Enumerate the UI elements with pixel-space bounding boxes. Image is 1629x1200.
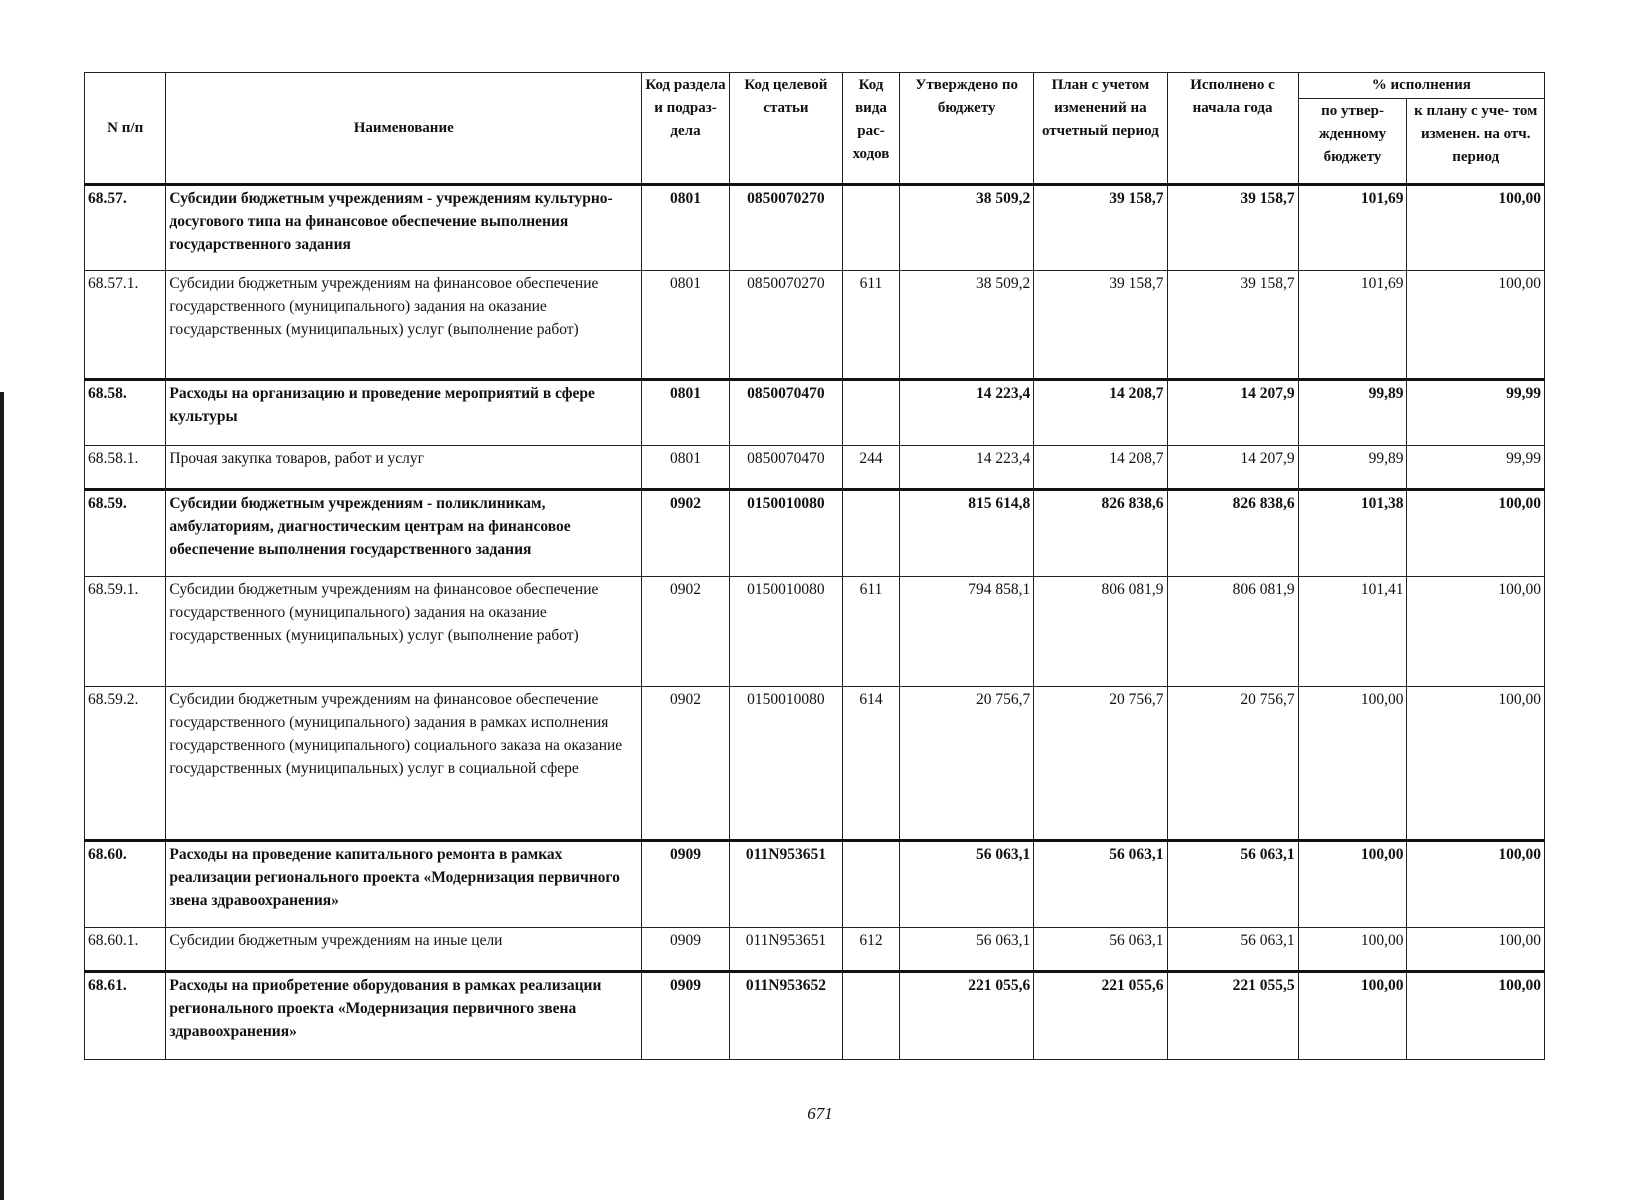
row-target-code: 0150010080 <box>729 577 842 687</box>
row-executed: 14 207,9 <box>1167 380 1298 446</box>
col-header-target-code: Код целевой статьи <box>729 73 842 185</box>
col-header-executed: Исполнено с начала года <box>1167 73 1298 185</box>
row-number: 68.61. <box>85 972 166 1060</box>
budget-table <box>84 72 1545 1060</box>
row-percent-plan: 100,00 <box>1407 185 1545 271</box>
row-name: Расходы на приобретение оборудования в рамках реализации регионального проекта «Модернизация первичного звена здравоохранения» <box>166 972 642 1060</box>
row-name: Субсидии бюджетным учреждениям на иные цели <box>166 928 642 972</box>
row-executed: 20 756,7 <box>1167 687 1298 841</box>
row-approved: 221 055,6 <box>900 972 1034 1060</box>
row-percent-plan: 100,00 <box>1407 490 1545 577</box>
row-number: 68.58. <box>85 380 166 446</box>
row-percent-plan: 100,00 <box>1407 928 1545 972</box>
row-expense-type <box>842 380 899 446</box>
row-section-code: 0801 <box>642 446 730 490</box>
table-row <box>85 972 1545 1060</box>
page-number: 671 <box>807 1104 833 1123</box>
row-section-code: 0909 <box>642 972 730 1060</box>
row-section-code: 0909 <box>642 928 730 972</box>
row-approved: 815 614,8 <box>900 490 1034 577</box>
row-percent-approved: 101,41 <box>1298 577 1407 687</box>
row-expense-type: 244 <box>842 446 899 490</box>
row-plan: 221 055,6 <box>1034 972 1167 1060</box>
row-expense-type <box>842 490 899 577</box>
row-percent-approved: 100,00 <box>1298 972 1407 1060</box>
row-plan: 39 158,7 <box>1034 185 1167 271</box>
table-row <box>85 380 1545 446</box>
row-executed: 39 158,7 <box>1167 185 1298 271</box>
col-header-percent-group: % исполнения <box>1298 73 1544 99</box>
row-plan: 56 063,1 <box>1034 841 1167 928</box>
row-percent-plan: 100,00 <box>1407 271 1545 380</box>
row-section-code: 0801 <box>642 271 730 380</box>
row-approved: 14 223,4 <box>900 446 1034 490</box>
row-name: Субсидии бюджетным учреждениям на финансовое обеспечение государственного (муниципального) задания на оказание государственных (муниципальных) услуг (выполнение работ) <box>166 271 642 380</box>
table-row <box>85 687 1545 841</box>
row-approved: 794 858,1 <box>900 577 1034 687</box>
row-executed: 221 055,5 <box>1167 972 1298 1060</box>
col-header-name: Наименование <box>166 73 642 185</box>
row-approved: 56 063,1 <box>900 841 1034 928</box>
row-percent-plan: 100,00 <box>1407 841 1545 928</box>
row-percent-plan: 99,99 <box>1407 380 1545 446</box>
row-percent-plan: 100,00 <box>1407 972 1545 1060</box>
row-section-code: 0801 <box>642 185 730 271</box>
row-section-code: 0902 <box>642 490 730 577</box>
row-executed: 14 207,9 <box>1167 446 1298 490</box>
row-approved: 38 509,2 <box>900 271 1034 380</box>
row-section-code: 0909 <box>642 841 730 928</box>
row-target-code: 011N953651 <box>729 928 842 972</box>
row-name: Расходы на организацию и проведение мероприятий в сфере культуры <box>166 380 642 446</box>
row-executed: 826 838,6 <box>1167 490 1298 577</box>
row-number: 68.59. <box>85 490 166 577</box>
table-header <box>85 73 1545 185</box>
row-number: 68.58.1. <box>85 446 166 490</box>
row-expense-type: 611 <box>842 271 899 380</box>
row-target-code: 0150010080 <box>729 490 842 577</box>
row-name: Субсидии бюджетным учреждениям на финансовое обеспечение государственного (муниципального) задания в рамках исполнения государственного (муниципального) социального заказа на оказание государственных (муниципальных) услуг в социальной сфере <box>166 687 642 841</box>
row-target-code: 011N953651 <box>729 841 842 928</box>
row-number: 68.59.1. <box>85 577 166 687</box>
table-row <box>85 446 1545 490</box>
row-plan: 39 158,7 <box>1034 271 1167 380</box>
row-percent-plan: 99,99 <box>1407 446 1545 490</box>
row-target-code: 011N953652 <box>729 972 842 1060</box>
row-plan: 14 208,7 <box>1034 446 1167 490</box>
row-plan: 826 838,6 <box>1034 490 1167 577</box>
row-approved: 14 223,4 <box>900 380 1034 446</box>
row-name: Субсидии бюджетным учреждениям - поликлиникам, амбулаториям, диагностическим центрам на финансовое обеспечение выполнения государственного задания <box>166 490 642 577</box>
row-target-code: 0150010080 <box>729 687 842 841</box>
row-percent-approved: 100,00 <box>1298 841 1407 928</box>
row-target-code: 0850070270 <box>729 185 842 271</box>
row-percent-approved: 99,89 <box>1298 446 1407 490</box>
row-executed: 39 158,7 <box>1167 271 1298 380</box>
row-approved: 56 063,1 <box>900 928 1034 972</box>
row-expense-type: 612 <box>842 928 899 972</box>
row-executed: 56 063,1 <box>1167 841 1298 928</box>
row-number: 68.57. <box>85 185 166 271</box>
row-expense-type: 614 <box>842 687 899 841</box>
row-percent-plan: 100,00 <box>1407 687 1545 841</box>
row-number: 68.60.1. <box>85 928 166 972</box>
row-target-code: 0850070270 <box>729 271 842 380</box>
row-name: Прочая закупка товаров, работ и услуг <box>166 446 642 490</box>
table-row <box>85 271 1545 380</box>
row-number: 68.60. <box>85 841 166 928</box>
scan-left-edge <box>0 392 4 1200</box>
table-row <box>85 928 1545 972</box>
row-name: Субсидии бюджетным учреждениям на финансовое обеспечение государственного (муниципального) задания на оказание государственных (муниципальных) услуг (выполнение работ) <box>166 577 642 687</box>
row-percent-approved: 100,00 <box>1298 928 1407 972</box>
row-expense-type: 611 <box>842 577 899 687</box>
col-header-approved: Утверждено по бюджету <box>900 73 1034 185</box>
row-expense-type <box>842 185 899 271</box>
row-executed: 806 081,9 <box>1167 577 1298 687</box>
table-row <box>85 577 1545 687</box>
row-percent-approved: 100,00 <box>1298 687 1407 841</box>
row-target-code: 0850070470 <box>729 446 842 490</box>
row-plan: 806 081,9 <box>1034 577 1167 687</box>
row-plan: 56 063,1 <box>1034 928 1167 972</box>
row-number: 68.57.1. <box>85 271 166 380</box>
col-header-plan: План с учетом изменений на отчетный период <box>1034 73 1167 185</box>
row-percent-approved: 101,38 <box>1298 490 1407 577</box>
table-row <box>85 841 1545 928</box>
row-percent-approved: 101,69 <box>1298 271 1407 380</box>
row-expense-type <box>842 841 899 928</box>
row-percent-approved: 99,89 <box>1298 380 1407 446</box>
col-header-number: N п/п <box>85 73 166 185</box>
table-row <box>85 185 1545 271</box>
row-number: 68.59.2. <box>85 687 166 841</box>
row-section-code: 0902 <box>642 577 730 687</box>
row-target-code: 0850070470 <box>729 380 842 446</box>
row-plan: 20 756,7 <box>1034 687 1167 841</box>
table-row <box>85 490 1545 577</box>
row-percent-plan: 100,00 <box>1407 577 1545 687</box>
row-expense-type <box>842 972 899 1060</box>
row-name: Расходы на проведение капитального ремонта в рамках реализации регионального проекта «Модернизация первичного звена здравоохранения» <box>166 841 642 928</box>
col-header-section-code: Код раздела и подраз- дела <box>642 73 730 185</box>
row-approved: 20 756,7 <box>900 687 1034 841</box>
row-executed: 56 063,1 <box>1167 928 1298 972</box>
row-approved: 38 509,2 <box>900 185 1034 271</box>
row-section-code: 0902 <box>642 687 730 841</box>
col-header-expense-type-code: Код вида рас- ходов <box>842 73 899 185</box>
row-percent-approved: 101,69 <box>1298 185 1407 271</box>
col-header-percent-plan: к плану с уче- том изменен. на отч. период <box>1407 99 1545 185</box>
row-section-code: 0801 <box>642 380 730 446</box>
row-plan: 14 208,7 <box>1034 380 1167 446</box>
row-name: Субсидии бюджетным учреждениям - учреждениям культурно-досугового типа на финансовое обеспечение выполнения государственного задания <box>166 185 642 271</box>
col-header-percent-approved: по утвер- жденному бюджету <box>1298 99 1407 185</box>
